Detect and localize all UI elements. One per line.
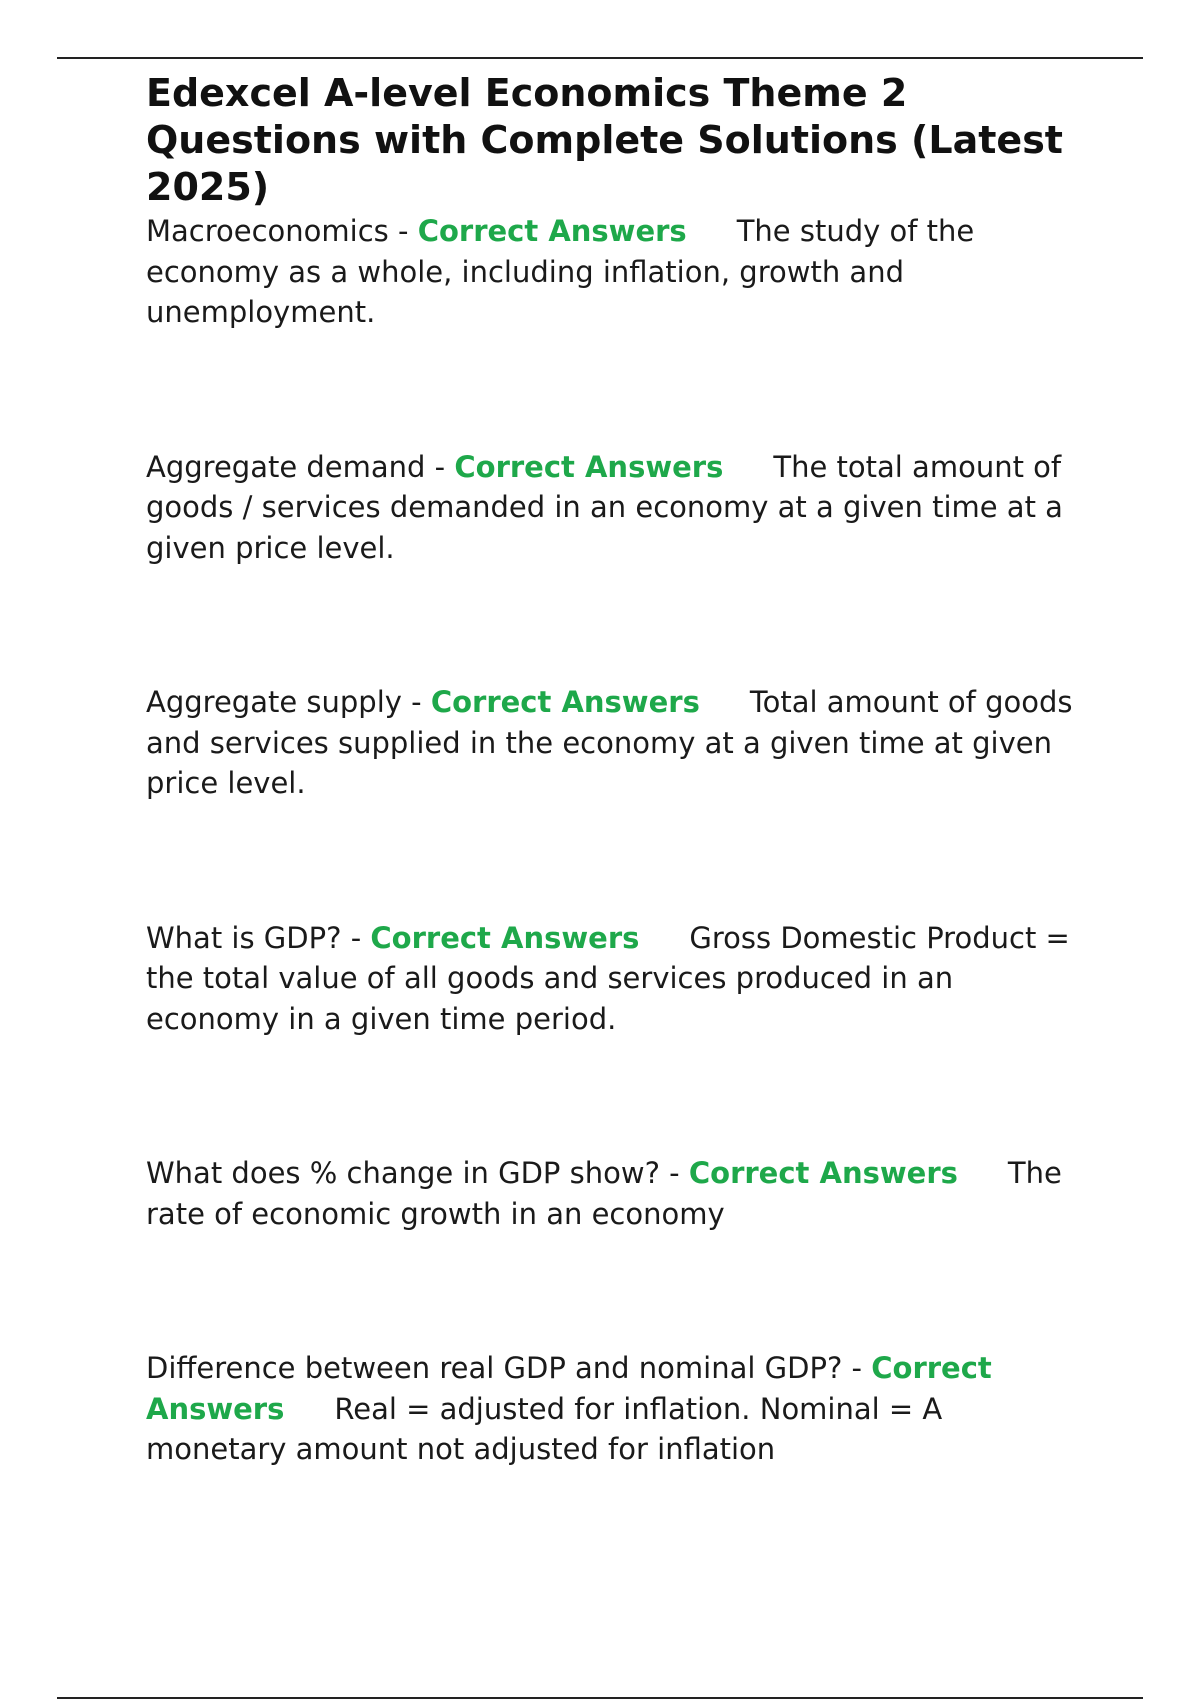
qa-item bbox=[146, 1153, 1086, 1234]
answer-text: The study of the economy as a whole, including inflation, growth and unemployment. bbox=[146, 214, 975, 329]
answer-text: The total amount of goods / services demanded in an economy at a given time at a given price level. bbox=[146, 449, 1063, 565]
correct-answers-label: Correct Answers bbox=[370, 920, 640, 955]
correct-answers-label: Correct Answers bbox=[146, 1351, 992, 1426]
separator: - bbox=[842, 1351, 872, 1385]
question-text: Aggregate demand bbox=[146, 449, 426, 484]
header-rule bbox=[57, 57, 1143, 59]
separator: - bbox=[401, 685, 431, 719]
document-title: Edexcel A-level Economics Theme 2 Questions with Complete Solutions (Latest 2025) bbox=[146, 71, 1063, 209]
question-text: What does % change in GDP show? bbox=[146, 1156, 660, 1190]
correct-answers-label: Correct Answers bbox=[454, 449, 724, 484]
separator: - bbox=[341, 920, 371, 955]
qa-item bbox=[146, 918, 1086, 1040]
question-text: Macroeconomics bbox=[146, 214, 389, 248]
qa-item bbox=[146, 1348, 1086, 1470]
separator: - bbox=[425, 449, 455, 484]
separator: - bbox=[388, 214, 418, 248]
question-text: Aggregate supply bbox=[146, 685, 402, 719]
question-text: What is GDP? bbox=[146, 920, 342, 955]
answer-text: The rate of economic growth in an economy bbox=[146, 1156, 1062, 1231]
qa-item bbox=[146, 211, 1086, 333]
qa-item bbox=[146, 447, 1086, 569]
correct-answers-label: Correct Answers bbox=[688, 1156, 958, 1190]
answer-text: Gross Domestic Product = the total value of all goods and services produced in an economy in a given time period. bbox=[146, 920, 1070, 1036]
document-body bbox=[146, 70, 1086, 1470]
qa-item bbox=[146, 682, 1086, 804]
footer-rule bbox=[57, 1697, 1143, 1699]
answer-text: Total amount of goods and services supplied in the economy at a given time at given price level. bbox=[146, 685, 1073, 800]
correct-answers-label: Correct Answers bbox=[417, 214, 687, 248]
separator: - bbox=[659, 1156, 689, 1190]
answer-text: Real = adjusted for inflation. Nominal = A monetary amount not adjusted for inflation bbox=[146, 1391, 943, 1466]
correct-answers-label: Correct Answers bbox=[430, 685, 700, 719]
question-text: Difference between real GDP and nominal GDP? bbox=[146, 1351, 843, 1385]
